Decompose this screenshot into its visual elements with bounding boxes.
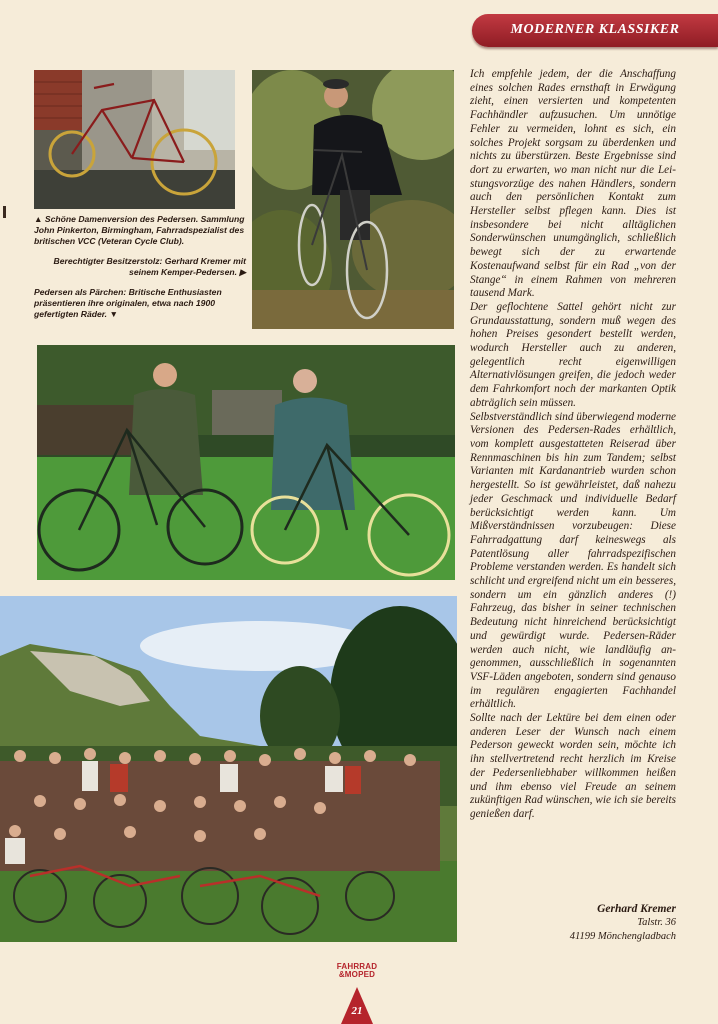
article-paragraph: Ich empfehle jedem, der die Anschaffung eines solchen Rades ernsthaft in Erwägung zieht, einen versierten und kompetenten Fachhändler aufzusuchen. Um unnötige Fehler zu vermeiden, lohnt es sich, ein solches Projekt sorgsam zu überdenken und nichts zu überstürzen. Beste Ergebnisse sind dort zu erwarten, wo man nicht nur die Leistungsvorzüge des nahen Händlers, sondern auch den persönlichen Kontakt zum Hersteller selbst pflegen kann. Dies ist insbesondere bei nicht alltäglichen Sonderwünschen unumgänglich, schließlich bewegt sich der zu erwartende Kostenaufwand selbst für ein Rad „von der Stange“ in einem Rahmen von mehreren tausend Mark.	[470, 68, 676, 300]
magazine-logo-line2: &MOPED	[338, 970, 376, 979]
article-paragraph: Sollte nach der Lektüre bei dem einen oder anderen Leser der Wunsch nach einem Pederson geweckt worden sein, möchte ich ihn stellvertretend recht herzlich im Kreise der Pedersenliebhaber willkommen heißen und ihm ebenso viel Freude an seinem zukünftigen Rad wünschen, wie ich sie bereits genießen darf.	[470, 712, 676, 820]
page-edge-mark	[3, 206, 6, 218]
author-address-street: Talstr. 36	[637, 917, 676, 928]
photo-ladies-pedersen	[34, 70, 235, 209]
author-address-city: 41199 Mönchengladbach	[569, 931, 676, 942]
caption-ladies-pedersen: ▲ Schöne Damenversion des Pedersen. Sammlung John Pinkerton, Birmingham, Fahrradspezialist des britischen VCC (Veteran Cycle Club).	[34, 214, 245, 246]
article-body	[470, 68, 676, 822]
caption-owner-kremer: Berechtigter Besitzerstolz: Gerhard Kremer mit seinem Kemper-Pedersen. ▶	[53, 256, 246, 277]
caption-british-couple: Pedersen als Pärchen: Britische Enthusiasten präsentieren ihre originalen, etwa nach 1900 gefertigten Räder. ▼	[34, 287, 222, 319]
article-paragraph: Selbstverständlich sind überwiegend moderne Versionen des Pedersen-Rades erhältlich, vom komplett ausgestatteten Reiserad über Rennmaschinen bis hin zum Tandem; selbst Varianten mit Kardanantrieb wurden schon hergestellt. So ist gewährleistet, daß nahezu jeder Geschmack und individuelle Bedarf berücksichtigt werden kann. Um Mißverständnissen vorzubeugen: Diese Fahrradgattung darf keineswegs als Patentlösung aller fahrradspezifischen Probleme verstanden werden. Es handelt sich schlicht und ergreifend nicht um ein besseres, sondern um ein gänzlich anderes (!) Fahrzeug, das bisher in seiner technischen Bedeutung nicht hinreichend berücksichtigt und gewürdigt wurde. Pedersen-Räder werden auch nicht, wie landläufig angenommen, ausschließlich in sogenannten VSF-Läden angeboten, sondern sind genauso im regulären engagierten Fachhandel erhältlich.	[470, 410, 677, 711]
photo-owner-kremer	[252, 70, 454, 329]
magazine-logo-line1: FAHRRAD	[336, 962, 378, 971]
magazine-logo	[330, 963, 384, 979]
photo-captions	[34, 214, 246, 329]
photo-british-couple	[37, 345, 455, 580]
article-paragraph: Der geflochtene Sattel gehört nicht zur Grundausstattung, sondern muß wegen des hohen Preises gesondert bestellt werden, wodurch Hersteller auch zu anderen, gelegentlich recht eigenwilligen Alternativlösungen greifen, die jedoch weder dem Fahrkomfort noch der markanten Optik abträglich sein müssen.	[470, 300, 676, 409]
author-name: Gerhard Kremer	[597, 903, 676, 915]
section-title: MODERNER KLASSIKER	[510, 22, 680, 37]
photo-group-enthusiasts	[0, 596, 457, 942]
page-number: 21	[351, 1005, 363, 1017]
section-banner	[472, 14, 718, 47]
